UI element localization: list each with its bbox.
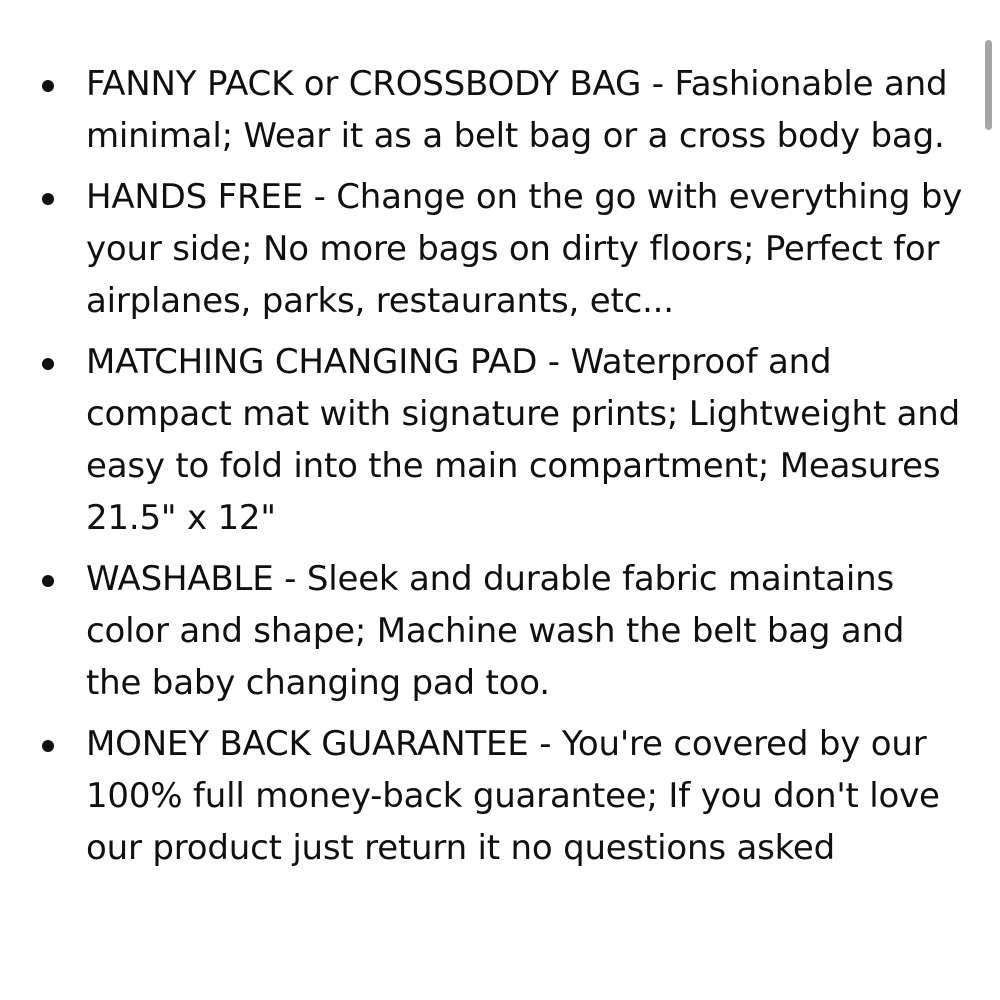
- scrollbar-thumb[interactable]: [985, 40, 992, 130]
- list-item: [0, 58, 970, 162]
- bullet-icon: [42, 80, 54, 92]
- bullet-icon: [42, 740, 54, 752]
- feature-list-container: [0, 58, 970, 883]
- feature-bullet-list: [0, 58, 970, 874]
- list-item: [0, 718, 970, 874]
- feature-text: MONEY BACK GUARANTEE - You're covered by our 100% full money-back guarantee; If you don't love our product just return it no questions asked: [86, 724, 940, 868]
- bullet-icon: [42, 575, 54, 587]
- list-item: [0, 553, 970, 709]
- feature-text: FANNY PACK or CROSSBODY BAG - Fashionable and minimal; Wear it as a belt bag or a cross body bag.: [86, 64, 948, 156]
- feature-text: MATCHING CHANGING PAD - Waterproof and compact mat with signature prints; Lightweight and easy to fold into the main compartment; Measures 21.5" x 12": [86, 342, 960, 538]
- bullet-icon: [42, 358, 54, 370]
- list-item: [0, 336, 970, 544]
- feature-text: HANDS FREE - Change on the go with everything by your side; No more bags on dirty floors; Perfect for airplanes, parks, restaurants, etc...: [86, 177, 963, 321]
- bullet-icon: [42, 193, 54, 205]
- list-item: [0, 171, 970, 327]
- feature-text: WASHABLE - Sleek and durable fabric maintains color and shape; Machine wash the belt bag and the baby changing pad too.: [86, 559, 905, 703]
